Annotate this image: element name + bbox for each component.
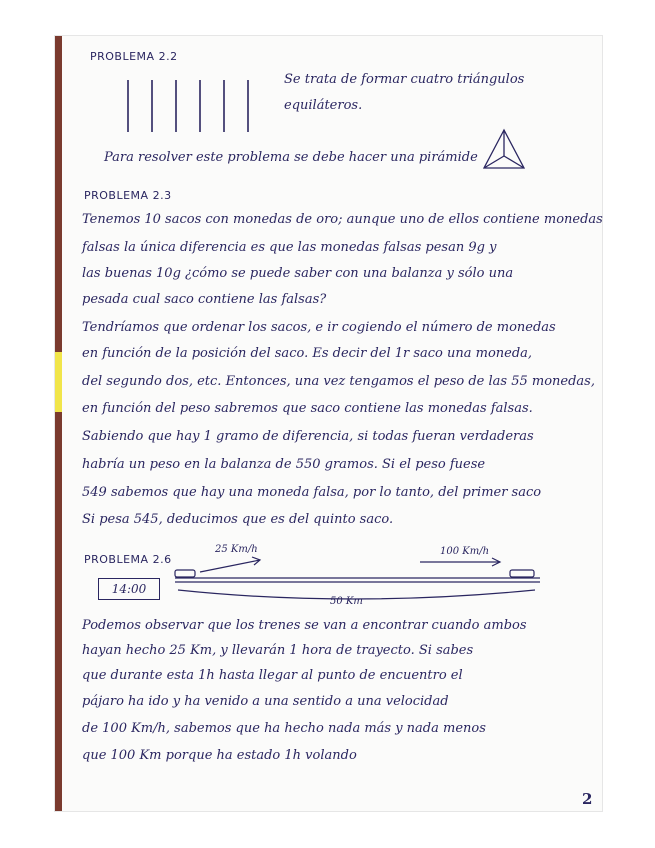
- problem-2-3-line: Si pesa 545, deducimos que es del quinto saco.: [82, 512, 394, 527]
- problem-2-3-line: 549 sabemos que hay una moneda falsa, por lo tanto, del primer saco: [82, 485, 542, 500]
- problem-2-2-solution: Para resolver este problema se debe hacer una pirámide: [104, 150, 478, 165]
- right-train-speed-label: 100 Km/h: [440, 546, 490, 557]
- problem-2-3-line: las buenas 10g ¿cómo se puede saber con una balanza y sólo una: [82, 266, 514, 281]
- problem-2-3-line: pesada cual saco contiene las falsas?: [82, 292, 327, 307]
- problem-2-6-line: que durante esta 1h hasta llegar al punto de encuentro el: [82, 668, 463, 683]
- problem-2-6-line: pájaro ha ido y ha venido a una sentido a una velocidad: [82, 694, 449, 709]
- margin-highlight: [55, 352, 62, 412]
- page-number: 2: [582, 790, 593, 808]
- page-binding-edge: [55, 36, 62, 811]
- problem-2-3-line: en función de la posición del saco. Es decir del 1r saco una moneda,: [82, 346, 533, 361]
- problem-2-3-line: Tenemos 10 sacos con monedas de oro; aunque uno de ellos contiene monedas: [82, 212, 603, 227]
- problem-2-3-line: falsas la única diferencia es que las monedas falsas pesan 9g y: [82, 240, 497, 255]
- problem-2-2-desc-line-2: equiláteros.: [284, 98, 363, 113]
- problem-2-6-line: hayan hecho 25 Km, y llevarán 1 hora de trayecto. Si sabes: [82, 643, 474, 658]
- problem-2-2-title: PROBLEMA 2.2: [90, 50, 178, 63]
- problem-2-3-line: Tendríamos que ordenar los sacos, e ir cogiendo el número de monedas: [82, 320, 556, 335]
- problem-2-3-line: habría un peso en la balanza de 550 gramos. Si el peso fuese: [82, 457, 486, 472]
- problem-2-6-line: que 100 Km porque ha estado 1h volando: [82, 748, 357, 763]
- problem-2-6-line: de 100 Km/h, sabemos que ha hecho nada más y nada menos: [82, 721, 486, 736]
- left-train-speed-label: 25 Km/h: [215, 544, 258, 555]
- problem-2-6-line: Podemos observar que los trenes se van a encontrar cuando ambos: [82, 618, 527, 633]
- problem-2-3-line: en función del peso sabremos que saco contiene las monedas falsas.: [82, 401, 533, 416]
- distance-label: 50 Km: [330, 596, 363, 607]
- problem-2-3-title: PROBLEMA 2.3: [84, 189, 172, 202]
- problem-2-2-desc-line-1: Se trata de formar cuatro triángulos: [284, 72, 525, 87]
- problem-2-6-title: PROBLEMA 2.6: [84, 553, 172, 566]
- time-box: 14:00: [98, 578, 160, 600]
- problem-2-3-line: Sabiendo que hay 1 gramo de diferencia, si todas fueran verdaderas: [82, 429, 534, 444]
- problem-2-3-line: del segundo dos, etc. Entonces, una vez tengamos el peso de las 55 monedas,: [82, 374, 595, 389]
